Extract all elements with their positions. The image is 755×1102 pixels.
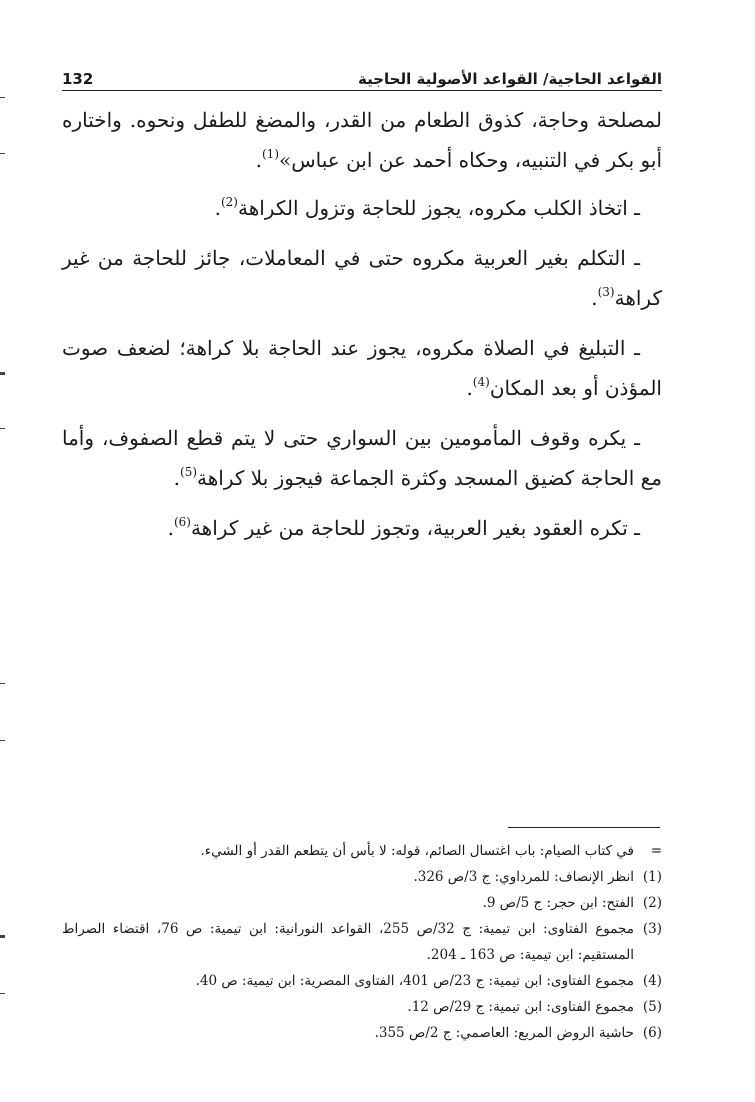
running-title: القواعد الحاجية/ القواعد الأصولية الحاجية <box>358 70 662 88</box>
scan-mark <box>0 372 5 375</box>
footnote-mark: (4) <box>642 973 662 989</box>
footnote-ref-1[interactable]: (1) <box>261 147 279 161</box>
footnote-mark: (1) <box>642 869 662 885</box>
footnote-text: حاشية الروض المربع: العاصمي: ج 2/ص 355. <box>374 1025 634 1041</box>
footnotes <box>62 838 662 1046</box>
scan-mark <box>0 153 5 154</box>
footnote-text: مجموع الفتاوى: ابن تيمية: ج 29/ص 12. <box>407 999 634 1015</box>
paragraph-6: ـ تكره العقود بغير العربية، وتجوز للحاجة من غير كراهة$^{(6)}$. <box>167 515 640 540</box>
footnote-4 <box>62 968 662 994</box>
footnote-ref-6[interactable]: (6) <box>173 515 191 529</box>
footnote-2 <box>62 890 662 916</box>
footnote-text: مجموع الفتاوى: ابن تيمية: ج 23/ص 401، الفتاوى المصرية: ابن تيمية: ص 40. <box>195 973 634 989</box>
paragraph-3: ـ التكلم بغير العربية مكروه حتى في المعاملات، جائز للحاجة من غير كراهة$^{(3)}$. <box>62 246 662 310</box>
footnote-5 <box>62 994 662 1020</box>
main-text <box>62 100 662 558</box>
scan-mark <box>0 683 5 684</box>
footnote-3 <box>62 916 662 968</box>
footnote-text: مجموع الفتاوى: ابن تيمية: ج 32/ص 255، القواعد النورانية: ابن تيمية: ص 76، اقتضاء الصراط المستقيم: ابن تيمية: ص 163 ـ 204. <box>62 921 634 963</box>
footnote-text: انظر الإنصاف: للمرداوي: ج 3/ص 326. <box>413 869 634 885</box>
paragraph-5: ـ يكره وقوف المأمومين بين السواري حتى لا يتم قطع الصفوف، وأما مع الحاجة كضيق المسجد وكثرة الجماعة فيجوز بلا كراهة$^{(5)}$. <box>62 426 662 490</box>
footnote-6 <box>62 1020 662 1046</box>
paragraph-4: ـ التبليغ في الصلاة مكروه، يجوز عند الحاجة بلا كراهة؛ لضعف صوت المؤذن أو بعد المكان$^{(4)}$. <box>62 336 662 400</box>
header-rule <box>62 90 662 91</box>
scan-mark <box>0 97 5 98</box>
footnote-ref-3[interactable]: (3) <box>597 285 615 299</box>
footnote-text: الفتح: ابن حجر: ج 5/ص 9. <box>482 895 634 911</box>
scan-mark <box>0 935 5 938</box>
footnote-ref-4[interactable]: (4) <box>472 375 490 389</box>
page-number: 132 <box>62 70 94 88</box>
footnote-1 <box>62 864 662 890</box>
scan-mark <box>0 428 5 429</box>
footnote-mark: (3) <box>642 921 662 937</box>
footnote-mark: = <box>650 843 662 859</box>
footnote-mark: (6) <box>642 1025 662 1041</box>
scan-mark <box>0 993 5 994</box>
footnote-text: في كتاب الصيام: باب اغتسال الصائم، قوله: لا بأس أن يتطعم القدر أو الشيء. <box>200 843 634 859</box>
scan-mark <box>0 740 5 741</box>
page-header <box>62 58 662 88</box>
footnote-mark: (2) <box>642 895 662 911</box>
paragraph-1: لمصلحة وحاجة، كذوق الطعام من القدر، والمضغ للطفل ونحوه. واختاره أبو بكر في التنبيه، وحكاه أحمد عن ابن عباس»$^{(1)}$. <box>62 108 662 172</box>
footnote-ref-2[interactable]: (2) <box>220 195 238 209</box>
footnote-separator <box>508 827 660 828</box>
paragraph-2: ـ اتخاذ الكلب مكروه، يجوز للحاجة وتزول الكراهة$^{(2)}$. <box>214 195 640 220</box>
footnote-continued <box>62 838 662 864</box>
footnote-ref-5[interactable]: (5) <box>180 465 198 479</box>
footnote-mark: (5) <box>642 999 662 1015</box>
